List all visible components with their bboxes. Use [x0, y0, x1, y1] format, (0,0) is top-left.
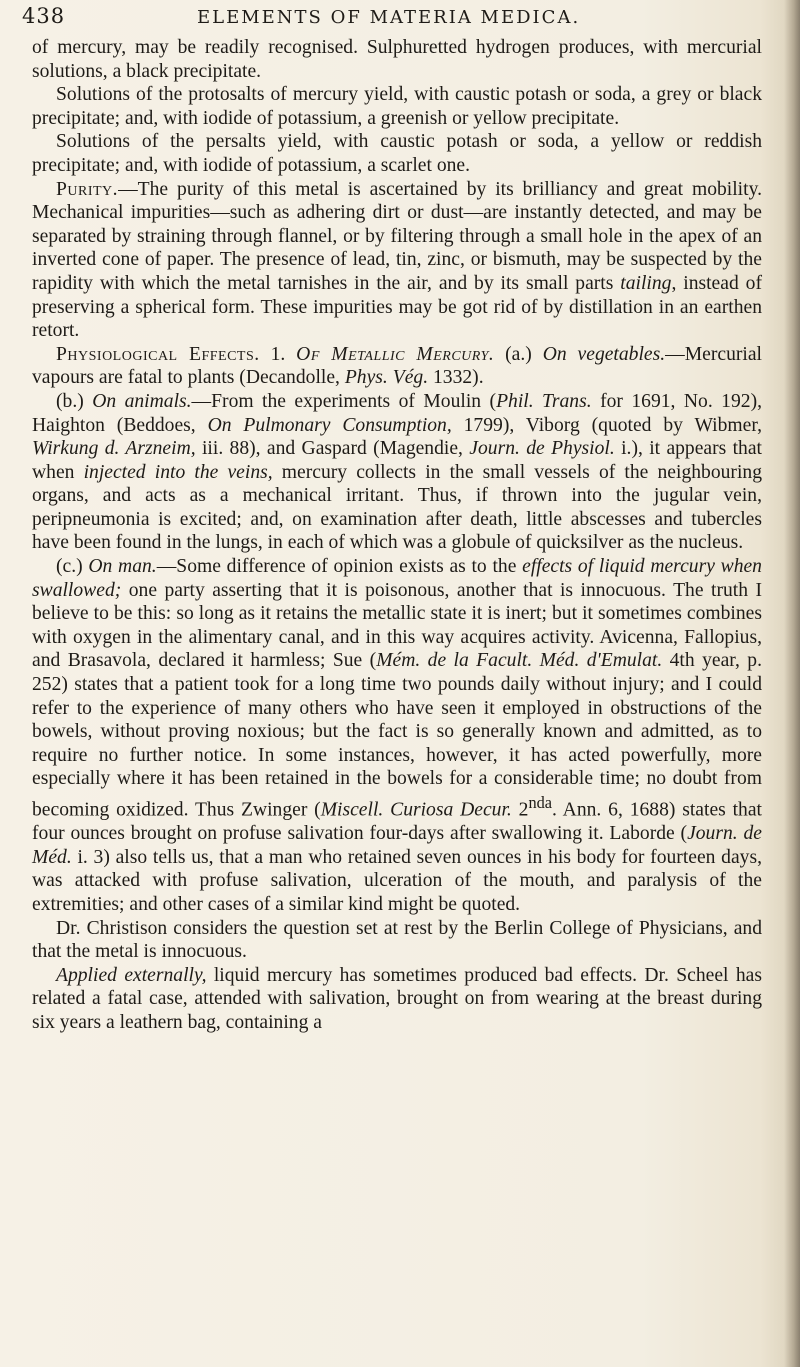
text-run: —Mercurial vapours are fatal to plants (Decandolle, [32, 343, 762, 389]
italic-term: On man. [88, 556, 157, 578]
text-run: i. 3) also tells us, that a man who retained seven ounces in his body for fourteen days, was attacked with profuse salivation, ulceration of the mouth, and paralysis of the extremities; and other cases of a similar kind might be quoted. [32, 846, 762, 915]
italic-term: On vegetables. [542, 343, 666, 365]
text-run: (c.) [56, 556, 89, 578]
paragraph: Solutions of the persalts yield, with caustic potash or soda, a yellow or reddish precipitate; and, with iodide of potassium, a scarlet one. [32, 131, 762, 176]
italic-reference: Journ. de Méd. [32, 823, 762, 868]
italic-reference: On Pulmonary Consumption, [207, 414, 452, 436]
text-run: iii. 88), and Gaspard (Magendie, [195, 438, 470, 460]
paragraph-purity [32, 178, 762, 343]
italic-reference: Phil. Trans. [496, 390, 592, 412]
italic-term: injected into the veins, [83, 461, 273, 483]
italic-term: On animals. [92, 390, 192, 412]
italic-term: effects of liquid mercury when swallowed; [32, 556, 762, 601]
paragraph: Solutions of the protosalts of mercury yield, with caustic potash or soda, a grey or black precipitate; and, with iodide of potassium, a greenish or yellow precipitate. [32, 84, 762, 129]
page-number: 438 [22, 4, 66, 28]
italic-reference: Phys. Vég. [344, 367, 429, 389]
page-body [32, 36, 762, 1034]
text-run: for 1691, No. 192), Haighton (Beddoes, [32, 390, 762, 436]
paragraph-applied-externally [32, 964, 762, 1035]
text-run: (b.) [56, 390, 93, 412]
text-run: . Ann. 6, 1688) states that four ounces brought on profuse salivation four-days after swallowing it. Laborde ( [32, 799, 762, 845]
text-run: —Some difference of opinion exists as to the [156, 556, 523, 578]
text-run: 4th year, p. 252) states that a patient took for a long time two pounds daily without injury; and I could refer to the experience of many others who have seen it employed in obstructions of the bowels, without proving noxious; but the fact is so generally known and admitted, as to require no further notice. In some instances, however, it has acted powerfully, more especially where it has been retained in the bowels for a considerable time; no doubt from becoming oxidized. Thus Zwinger ( [32, 650, 762, 821]
text-run: —The purity of this metal is ascertained by its brilliancy and great mobility. Mechanical impurities—such as adhering dirt or dust—are instantly detected, and may be separated by straining through flannel, or by filtering through a small hole in the apex of an inverted cone of paper. The presence of lead, tin, zinc, or bismuth, may be suspected by the rapidity with which the metal tarnishes in the air, and by its small parts [32, 178, 762, 294]
subsection-heading-metallic-mercury: Of Metallic Mercury. [296, 343, 495, 365]
paragraph-on-man [32, 555, 762, 916]
text-run: , instead of preserving a spherical form. These impurities may be got rid of by distillation in an earthen retort. [32, 272, 762, 342]
text-run: one party asserting that it is poisonous, another that is innocuous. The truth I believe to be this: so long as it retains the metallic state it is inert; but it sometimes combines with oxygen in the alimentary canal, and in this way acquires activity. Avicenna, Fallopius, and Brasavola, declared it harmless; Sue ( [32, 579, 762, 672]
text-run: (a.) [494, 343, 543, 365]
italic-term: tailing [620, 272, 672, 294]
italic-reference: Journ. de Physiol. [469, 438, 615, 460]
italic-reference: Wirkung d. Arzneim, [32, 438, 196, 460]
italic-term: Applied externally, [56, 964, 207, 986]
italic-reference: Mém. de la Facult. Méd. d'Emulat. [376, 650, 663, 672]
text-run: 1332). [428, 367, 484, 389]
paragraph-on-animals [32, 390, 762, 555]
text-run: mercury collects in the small vessels of the neighbouring organs, and acts as a mechanical irritant. Thus, if thrown into the jugular vein, peripneumonia is excited; and, on examination after death, little abscesses and tubercles have been found in the lungs, in each of which was a globule of quicksilver as the nucleus. [32, 461, 762, 554]
section-heading-purity: Purity. [56, 178, 119, 200]
paragraph: Dr. Christison considers the question set at rest by the Berlin College of Physicians, and that the metal is innocuous. [32, 917, 762, 963]
text-run: i.), it appears that when [32, 438, 762, 483]
text-run: 1799), Viborg (quoted by Wibmer, [451, 414, 762, 436]
text-run: liquid mercury has sometimes produced bad effects. Dr. Scheel has related a fatal case, attended with salivation, brought on from wearing at the breast during six years a leathern bag, containing a [32, 964, 762, 1033]
paragraph: of mercury, may be readily recognised. Sulphuretted hydrogen produces, with mercurial solutions, a black precipitate. [32, 37, 762, 82]
text-run: 2 [511, 799, 529, 821]
running-title: ELEMENTS OF MATERIA MEDICA. [197, 7, 581, 28]
page-header [22, 4, 762, 34]
superscript: nda [528, 793, 553, 812]
paragraph-physiological-effects [32, 343, 762, 390]
text-run: 1. [259, 343, 297, 365]
page-edge-shadow [784, 0, 800, 1367]
text-run: —From the experiments of Moulin ( [191, 390, 497, 412]
section-heading-physiological-effects: Physiological Effects. [56, 343, 260, 365]
italic-reference: Miscell. Curiosa Decur. [320, 799, 512, 821]
